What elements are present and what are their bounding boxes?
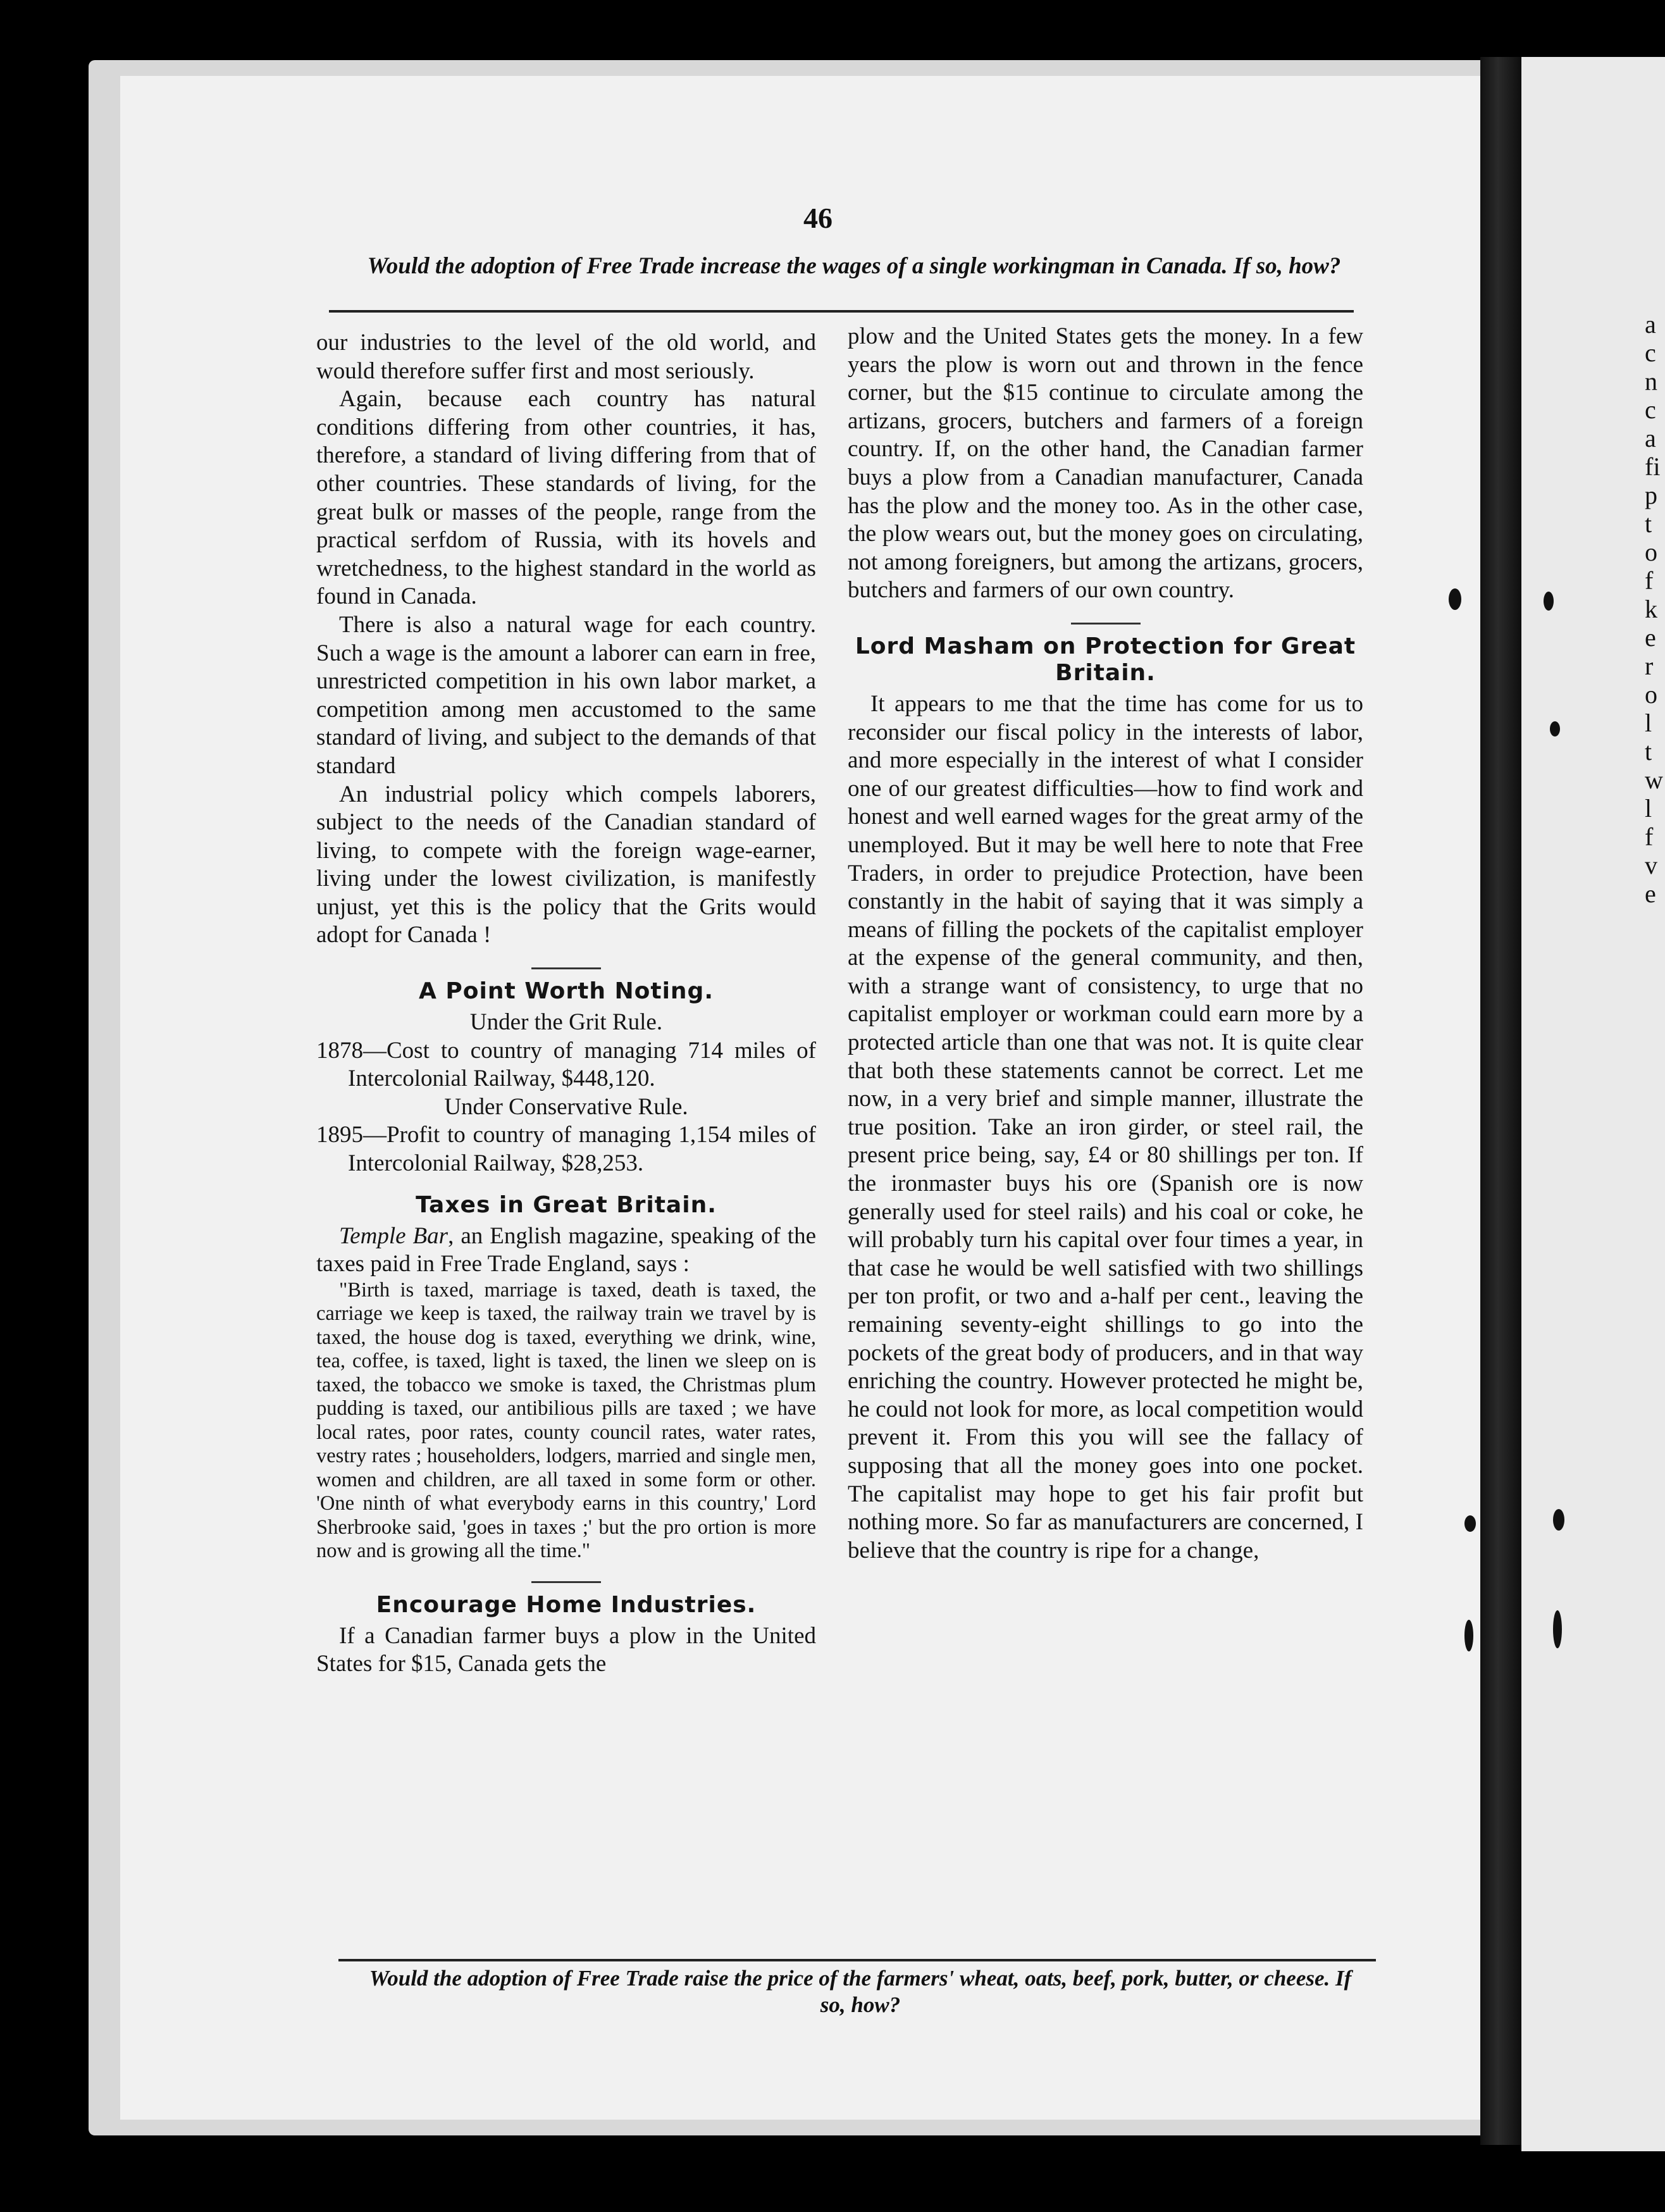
- fragment: e: [1645, 879, 1656, 908]
- fragment: p: [1645, 481, 1657, 509]
- section-separator: [1071, 623, 1141, 624]
- section-heading: Lord Masham on Protection for Great Britain.: [855, 633, 1356, 686]
- fragment: t: [1645, 509, 1652, 538]
- fragment: o: [1645, 538, 1657, 566]
- ink-blot: [1449, 588, 1461, 610]
- paragraph: our industries to the level of the old world, and would therefore suffer first and most seriously.: [316, 330, 816, 384]
- fragment: fi: [1645, 452, 1661, 481]
- subheading: Under the Grit Rule.: [469, 1009, 663, 1036]
- fragment: l: [1645, 709, 1652, 737]
- paragraph: An industrial policy which compels laborers, subject to the needs of the Canadian standard of living, to compete with the foreign wage-earner, living under the lowest civilization, is manifestly unjust, yet this is the policy that the Grits would adopt for Canada !: [316, 781, 816, 948]
- right-column: [848, 323, 1363, 1565]
- ink-blot: [1464, 1515, 1476, 1532]
- fragment: c: [1645, 339, 1656, 367]
- fragment: a: [1645, 310, 1656, 339]
- ink-blot: [1550, 721, 1560, 736]
- section-heading: Taxes in Great Britain.: [416, 1191, 717, 1218]
- ink-blot: [1553, 1509, 1564, 1531]
- fragment: r: [1645, 652, 1654, 680]
- paragraph: [316, 1222, 816, 1279]
- footer-rule: [338, 1959, 1376, 1961]
- ink-blot: [1544, 592, 1554, 611]
- ink-blot: [1464, 1620, 1473, 1651]
- fragment: f: [1645, 823, 1654, 851]
- magazine-title: Temple Bar: [339, 1222, 449, 1249]
- section-separator: [531, 967, 601, 969]
- fragment: l: [1645, 794, 1652, 823]
- adjacent-page-fragments: [1645, 310, 1665, 908]
- fragment: t: [1645, 737, 1652, 766]
- fragment: n: [1645, 367, 1657, 395]
- fragment: c: [1645, 395, 1656, 424]
- paragraph: plow and the United States gets the money. In a few years the plow is worn out and thrown in the fence corner, but the $15 continue to circulate among the artizans, grocers, butchers and farmers of a foreign country. If, on the other hand, the Canadian farmer buys a plow from a Canadian manufacturer, Canada has the plow and the money too. As in the other case, the plow wears out, but the money goes on circulating, not among foreigners, but among the artizans, grocers, butchers and farmers of our own country.: [848, 323, 1363, 604]
- quotation: "Birth is taxed, marriage is taxed, death is taxed, the carriage we keep is taxed, the railway train we travel by is taxed, the house dog is taxed, everything we drink, wine, tea, coffee, is taxed, light is taxed, the linen we sleep on is taxed, the tobacco we smoke is taxed, the Christmas plum pudding is taxed, our antibilious pills are taxed ; we have local rates, poor rates, county council rates, water rates, vestry rates ; householders, lodgers, married and single men, women and children, are all taxed in some form or other. 'One ninth of what everybody earns in this country,' Lord Sherbrooke said, 'goes in taxes ;' but the pro ortion is more now and is growing all the time.": [316, 1278, 816, 1563]
- book-gutter: [1480, 57, 1525, 2145]
- fragment: a: [1645, 424, 1656, 452]
- header-question: Would the adoption of Free Trade increase the wages of a single workingman in Canada. If so, how?: [367, 253, 1341, 279]
- fragment: k: [1645, 595, 1657, 623]
- fragment: e: [1645, 623, 1656, 652]
- statistic-item: 1878—Cost to country of managing 714 miles of Intercolonial Railway, $448,120.: [316, 1037, 816, 1092]
- subheading: Under Conservative Rule.: [444, 1093, 688, 1120]
- section-heading: Encourage Home Industries.: [376, 1591, 757, 1618]
- fragment: o: [1645, 680, 1657, 709]
- paragraph-text: , an English magazine, speaking of the taxes paid in Free Trade England, says :: [316, 1222, 817, 1277]
- header-rule: [329, 310, 1354, 313]
- ink-blot: [1553, 1610, 1562, 1648]
- section-separator: [531, 1581, 601, 1583]
- statistic-item: 1895—Profit to country of managing 1,154 miles of Intercolonial Railway, $28,253.: [316, 1122, 816, 1177]
- paragraph: Again, because each country has natural conditions differing from other countries, it has, therefore, a standard of living differing from that of other countries. These standards of living, for the great bulk or masses of the people, range from the practical serfdom of Russia, with its hovels and wretchedness, to the highest standard in the world as found in Canada.: [316, 386, 816, 610]
- fragment: w: [1645, 766, 1663, 794]
- paragraph: There is also a natural wage for each country. Such a wage is the amount a laborer can earn in free, unrestricted competition in his own labor market, a competition among men accustomed to the same standard of living, and subject to the demands of that standard: [316, 611, 816, 779]
- left-column: [316, 329, 816, 1679]
- paragraph: If a Canadian farmer buys a plow in the United States for $15, Canada gets the: [316, 1622, 816, 1677]
- fragment: f: [1645, 566, 1654, 595]
- adjacent-page: [1521, 57, 1665, 2151]
- fragment: v: [1645, 851, 1657, 879]
- footer-question: Would the adoption of Free Trade raise the price of the farmers' wheat, oats, beef, pork, butter, or cheese. If so, how?: [369, 1966, 1352, 2017]
- page-number: 46: [803, 202, 832, 234]
- section-heading: A Point Worth Noting.: [419, 978, 714, 1005]
- paragraph: It appears to me that the time has come for us to reconsider our fiscal policy in the interests of labor, and more especially in the interest of what I consider one of our greatest difficulties—how to find work and honest and well earned wages for the great army of the unemployed. But it may be well here to note that Free Traders, in order to prejudice Protection, have been constantly in the habit of saying that it was simply a means of filling the pockets of the capitalist employer at the expense of the general community, and then, with a strange want of consistency, to urge that no capitalist employer or workman could earn more by a protected article than one that was not. It is quite clear that both these statements cannot be correct. Let me now, in a very brief and simple manner, illustrate the true position. Take an iron girder, or steel rail, the present price being, say, £4 or 80 shillings per ton. If the ironmaster buys his ore (Spanish ore is now generally used for steel rails) and his coal or coke, he will probably turn his capital over four times a year, in that case he would be well satisfied with two shillings per ton profit, or two and a-half per cent., leaving the remaining seventy-eight shillings to go into the pockets of the great body of producers, and in that way enriching the country. However protected he might be, he could not look for more, as local competition would prevent it. From this you will see the fallacy of supposing that all the money goes into one pocket. The capitalist may hope to get his fair profit but nothing more. So far as manufacturers are concerned, I believe that the country is ripe for a change,: [848, 690, 1363, 1563]
